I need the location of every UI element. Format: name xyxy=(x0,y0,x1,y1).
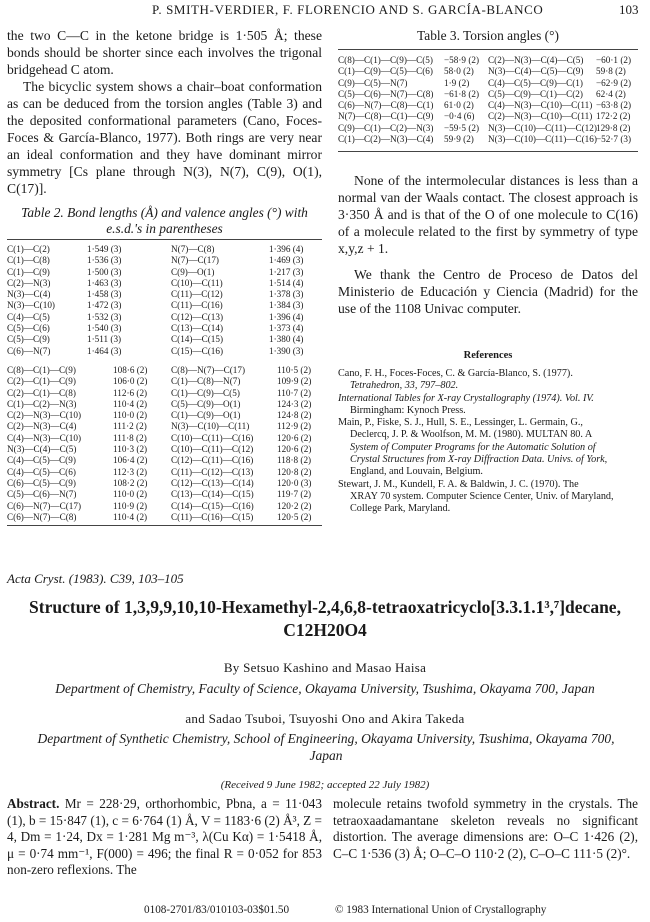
value: 1·390 (3) xyxy=(269,345,304,356)
torsion-row xyxy=(338,100,638,111)
angle-row xyxy=(7,467,322,478)
bond-row xyxy=(7,255,322,266)
bond-row xyxy=(7,289,322,300)
value: 110·9 (2) xyxy=(113,500,148,511)
reference-1: Cano, F. H., Foces-Foces, C. & García-Blanco, S. (1977). Tetrahedron, 33, 797–802. xyxy=(338,368,573,392)
atom-label: C(11)—C(12) xyxy=(171,289,223,300)
torsion-row xyxy=(338,89,638,100)
atom-label: N(3)—C(4) xyxy=(7,289,51,300)
bond-row xyxy=(7,334,322,345)
page-number: 103 xyxy=(619,2,639,17)
value: 110·4 (2) xyxy=(113,511,148,522)
atom-label: N(7)—C(17) xyxy=(171,255,219,266)
table2-caption-line2: e.s.d.'s in parentheses xyxy=(106,221,223,236)
angle-row xyxy=(7,433,322,444)
value: 129·8 (2) xyxy=(596,122,631,133)
atom-label: C(6)—C(5)—C(9) xyxy=(7,477,76,488)
abstract-right xyxy=(333,796,638,862)
atom-label: C(4)—C(5) xyxy=(7,311,50,322)
atom-label: C(1)—C(9) xyxy=(7,266,50,277)
atom-label: C(11)—C(12)—C(13) xyxy=(171,466,254,477)
atom-label: C(9)—O(1) xyxy=(171,266,215,277)
atom-label: N(3)—C(4)—C(5) xyxy=(7,444,77,455)
angle-row xyxy=(7,410,322,421)
value: 1·217 (3) xyxy=(269,266,304,277)
value: 1·536 (3) xyxy=(87,255,122,266)
value: 1·500 (3) xyxy=(87,266,122,277)
footer-issn: 0108-2701/83/010103-03$01.50 xyxy=(144,904,290,916)
atom-label: C(10)—C(11)—C(16) xyxy=(171,432,254,443)
atom-label: C(1)—C(2)—N(3)—C(4) xyxy=(338,134,434,145)
value: 120·8 (2) xyxy=(277,466,312,477)
torsion-row xyxy=(338,66,638,77)
value: 59·9 (2) xyxy=(444,134,474,145)
table2-caption xyxy=(7,205,322,237)
abstract-text-left: Mr = 228·29, orthorhombic, Pbna, a = 11·043 (1), b = 15·847 (1), c = 6·764 (1) Å, V = 1183·6 (2) Å³, Z = 4, Dm = 1·24, Dx = 1·281 Mg m⁻³, λ(Cu Kα) = 1·5418 Å, μ = 0·74 mm⁻¹, F(000) = 496; the final R = 0·052 for 853 non-zero reflexions. The xyxy=(7,796,322,878)
atom-label: C(15)—C(16) xyxy=(171,345,224,356)
received-dates: (Received 9 June 1982; accepted 22 July 1982) xyxy=(220,779,430,791)
value: 120·2 (2) xyxy=(277,500,312,511)
torsion-row xyxy=(338,55,638,66)
atom-label: C(6)—N(7)—C(8)—C(1) xyxy=(338,100,434,111)
value: 110·4 (2) xyxy=(113,398,148,409)
value: −59·5 (2) xyxy=(444,122,480,133)
bond-row xyxy=(7,244,322,255)
article-title xyxy=(0,597,650,641)
value: 1·514 (4) xyxy=(269,277,304,288)
atom-label: C(8)—N(7)—C(17) xyxy=(171,365,245,375)
angle-row xyxy=(7,399,322,410)
reference-4: Stewart, J. M., Kundell, F. A. & Baldwin, J. C. (1970). The XRAY 70 system. Computer Science Center, Univ. of Maryland, College Park, Maryland. xyxy=(338,478,614,515)
atom-label: N(7)—C(8)—C(1)—C(9) xyxy=(338,111,434,122)
value: 58·0 (2) xyxy=(444,66,474,77)
bond-row xyxy=(7,346,322,357)
angle-row xyxy=(7,444,322,455)
byline-1: By Setsuo Kashino and Masao Haisa xyxy=(223,660,427,675)
value: 1·396 (4) xyxy=(269,311,304,322)
atom-label: C(5)—C(9)—O(1) xyxy=(171,398,241,409)
atom-label: C(4)—N(3)—C(10)—C(11) xyxy=(488,100,593,111)
atom-label: N(3)—C(10) xyxy=(7,300,55,311)
atom-label: C(1)—C(9)—O(1) xyxy=(171,410,241,421)
angle-row xyxy=(7,512,322,523)
atom-label: C(2)—C(1)—C(9) xyxy=(7,376,76,387)
right-body-text xyxy=(338,172,638,317)
atom-label: C(8)—C(1)—C(9)—C(5) xyxy=(338,55,433,65)
value: 59·8 (2) xyxy=(596,66,626,77)
value: 1·378 (3) xyxy=(269,289,304,300)
atom-label: C(10)—C(11)—C(12) xyxy=(171,444,254,455)
affiliation-2: Department of Synthetic Chemistry, School of Engineering, Okayama University, Tsushima, Okayama 700, Japan xyxy=(37,731,615,763)
atom-label: C(10)—C(11) xyxy=(171,277,223,288)
value: 111·2 (2) xyxy=(113,421,147,432)
left-body-text xyxy=(7,27,322,197)
value: 1·549 (3) xyxy=(87,244,122,254)
angle-row xyxy=(7,455,322,466)
value: 119·7 (2) xyxy=(277,489,312,500)
reference-2: International Tables for X-ray Crystallography (1974). Vol. IV. Birmingham: Kynoch Press. xyxy=(338,392,594,416)
table2-bond-lengths xyxy=(7,244,322,357)
bond-row xyxy=(7,278,322,289)
angle-row xyxy=(7,421,322,432)
value: 172·2 (2) xyxy=(596,111,631,122)
atom-label: C(2)—N(3)—C(10) xyxy=(7,410,81,421)
torsion-row xyxy=(338,78,638,89)
reference-3: Main, P., Fiske, S. J., Hull, S. E., Lessinger, L. Germain, G., Declercq, J. P. & Woolfson, M. M. (1980). MULTAN 80. A System of Computer Programs for the Automatic Solution of Crystal Structures from X-ray Diffraction Data. Univs. of York, England, and Louvain, Belgium. xyxy=(338,417,608,478)
value: 106·4 (2) xyxy=(113,455,148,466)
atom-label: C(12)—C(13) xyxy=(171,311,224,322)
value: 1·532 (3) xyxy=(87,311,122,322)
atom-label: N(3)—C(10)—C(11) xyxy=(171,421,250,432)
table3-top-rule xyxy=(338,49,638,50)
footer-copyright: © 1983 International Union of Crystallography xyxy=(335,904,547,916)
atom-label: C(4)—C(5)—C(9) xyxy=(7,455,76,466)
atom-label: C(1)—C(8)—N(7) xyxy=(171,376,241,387)
value: 118·8 (2) xyxy=(277,455,312,466)
left-paragraph-1: the two C—C in the ketone bridge is 1·505 Å; these bonds should be shorter since each involves the trigonal bridgehead C atom. xyxy=(7,28,322,77)
value: 1·463 (3) xyxy=(87,277,122,288)
atom-label: C(5)—C(6)—N(7)—C(8) xyxy=(338,88,434,99)
value: 1·458 (3) xyxy=(87,289,122,300)
torsion-row xyxy=(338,134,638,145)
running-header xyxy=(0,0,650,22)
atom-label: C(5)—C(6)—N(7) xyxy=(7,489,77,500)
value: 110·3 (2) xyxy=(113,444,148,455)
atom-label: C(13)—C(14) xyxy=(171,323,224,334)
table2-valence-angles xyxy=(7,365,322,523)
header-authors: P. SMITH-VERDIER, F. FLORENCIO AND S. GARCÍA-BLANCO xyxy=(152,2,544,17)
atom-label: C(14)—C(15)—C(16) xyxy=(171,500,254,511)
value: 108·2 (2) xyxy=(113,477,148,488)
affiliation-1: Department of Chemistry, Faculty of Science, Okayama University, Tsushima, Okayama 700, Japan xyxy=(55,681,595,696)
value: −60·1 (2) xyxy=(596,55,632,65)
bond-row xyxy=(7,267,322,278)
value: −61·8 (2) xyxy=(444,88,480,99)
atom-label: C(2)—N(3)—C(4)—C(5) xyxy=(488,55,584,65)
atom-label: C(4)—N(3)—C(10) xyxy=(7,432,81,443)
value: 1·464 (3) xyxy=(87,345,122,356)
value: 1·472 (3) xyxy=(87,300,122,311)
value: 111·8 (2) xyxy=(113,432,147,443)
value: 112·3 (2) xyxy=(113,466,148,477)
angle-row xyxy=(7,501,322,512)
table3-torsion-angles xyxy=(338,55,638,145)
table2-top-rule xyxy=(7,239,322,240)
atom-label: C(12)—C(11)—C(16) xyxy=(171,455,254,466)
atom-label: C(8)—C(1)—C(9) xyxy=(7,365,76,375)
atom-label: N(3)—C(10)—C(11)—C(12) xyxy=(488,122,597,133)
atom-label: C(9)—C(1)—C(2)—N(3) xyxy=(338,122,434,133)
atom-label: C(4)—C(5)—C(6) xyxy=(7,466,76,477)
angle-row xyxy=(7,388,322,399)
atom-label: N(7)—C(8) xyxy=(171,244,215,254)
value: 110·5 (2) xyxy=(277,365,312,375)
value: −58·9 (2) xyxy=(444,55,480,65)
value: 1·511 (3) xyxy=(87,334,122,345)
value: 1·380 (4) xyxy=(269,334,304,345)
atom-label: C(4)—C(5)—C(9)—C(1) xyxy=(488,77,583,88)
bond-row xyxy=(7,300,322,311)
value: −52·7 (3) xyxy=(596,134,632,145)
atom-label: C(1)—C(2) xyxy=(7,244,50,254)
atom-label: C(2)—N(3)—C(10)—C(11) xyxy=(488,111,593,122)
value: 124·8 (2) xyxy=(277,410,312,421)
value: −62·9 (2) xyxy=(596,77,632,88)
bond-row xyxy=(7,323,322,334)
value: 61·0 (2) xyxy=(444,100,474,111)
atom-label: C(9)—C(5)—N(7) xyxy=(338,77,408,88)
article-title-line1: Structure of 1,3,9,9,10,10-Hexamethyl-2,4,6,8-tetraoxatricyclo[3.3.1.1³,⁷]decane, xyxy=(29,597,621,617)
value: 1·396 (4) xyxy=(269,244,304,254)
atom-label: C(13)—C(14)—C(15) xyxy=(171,489,254,500)
references-list xyxy=(338,368,638,516)
left-paragraph-2: The bicyclic system shows a chair–boat conformation as can be deduced from the torsion angles (Table 3) and the deposited conformational parameters (Cano, Foces-Foces & García-Blanco, 1977). Both rings are very near an ideal conformation and they have dominant mirror symmetry [Cs plane through N(3), N(7), C(9), O(1), C(17)]. xyxy=(7,79,322,196)
angle-row xyxy=(7,478,322,489)
value: −63·8 (2) xyxy=(596,100,632,111)
table2-caption-line1: Table 2. Bond lengths (Å) and valence angles (°) with xyxy=(21,205,308,220)
table2-bottom-rule xyxy=(7,525,322,526)
value: 120·5 (2) xyxy=(277,511,312,522)
acknowledgement: We thank the Centro de Proceso de Datos del Ministerio de Educación y Ciencia (Madrid) for the use of the 1108 Univac computer. xyxy=(338,267,638,316)
value: 62·4 (2) xyxy=(596,88,626,99)
right-paragraph-1: None of the intermolecular distances is less than a normal van der Waals contact. The closest approach is 3·350 Å and is that of the O of one molecule to C(16) of a molecule related to the first by symmetry of type x,y,z + 1. xyxy=(338,173,638,256)
journal-citation: Acta Cryst. (1983). C39, 103–105 xyxy=(7,571,184,586)
atom-label: C(2)—N(3)—C(4) xyxy=(7,421,77,432)
atom-label: C(1)—C(9)—C(5)—C(6) xyxy=(338,66,433,77)
table3-caption: Table 3. Torsion angles (°) xyxy=(417,28,559,43)
value: 1·540 (3) xyxy=(87,323,122,334)
abstract-label: Abstract. xyxy=(7,796,60,811)
abstract-text-right: molecule retains twofold symmetry in the crystals. The tetraoxaadamantane skeleton reveals no significant distortion. The average dimensions are: O–C 1·426 (2), C–C 1·536 (3) Å; O–C–O 110·2 (2), C–O–C 111·5 (2)°. xyxy=(333,796,638,861)
value: 110·0 (2) xyxy=(113,489,148,500)
value: 112·6 (2) xyxy=(113,387,148,398)
atom-label: N(3)—C(4)—C(5)—C(9) xyxy=(488,66,584,77)
atom-label: C(11)—C(16) xyxy=(171,300,223,311)
atom-label: C(1)—C(9)—C(5) xyxy=(171,387,240,398)
value: 1·384 (3) xyxy=(269,300,304,311)
torsion-row xyxy=(338,123,638,134)
value: 1·9 (2) xyxy=(444,77,470,88)
value: 120·6 (2) xyxy=(277,432,312,443)
table3-bottom-rule xyxy=(338,151,638,152)
value: 109·9 (2) xyxy=(277,376,312,387)
atom-label: C(6)—N(7)—C(8) xyxy=(7,511,77,522)
article-formula: C12H20O4 xyxy=(283,620,367,640)
references-heading: References xyxy=(463,350,513,361)
atom-label: C(6)—N(7)—C(17) xyxy=(7,500,81,511)
value: 1·373 (4) xyxy=(269,323,304,334)
atom-label: C(6)—N(7) xyxy=(7,345,51,356)
atom-label: C(1)—C(2)—N(3) xyxy=(7,398,77,409)
value: 110·0 (2) xyxy=(113,410,148,421)
value: −0·4 (6) xyxy=(444,111,475,122)
abstract-left xyxy=(7,796,322,879)
value: 112·9 (2) xyxy=(277,421,312,432)
atom-label: C(5)—C(9) xyxy=(7,334,50,345)
value: 120·6 (2) xyxy=(277,444,312,455)
angle-row xyxy=(7,489,322,500)
torsion-row xyxy=(338,111,638,122)
value: 106·0 (2) xyxy=(113,376,148,387)
atom-label: C(2)—C(1)—C(8) xyxy=(7,387,76,398)
atom-label: C(5)—C(6) xyxy=(7,323,50,334)
value: 108·6 (2) xyxy=(113,365,148,375)
value: 120·0 (3) xyxy=(277,477,312,488)
value: 110·7 (2) xyxy=(277,387,312,398)
bond-row xyxy=(7,312,322,323)
atom-label: C(12)—C(13)—C(14) xyxy=(171,477,254,488)
value: 124·3 (2) xyxy=(277,398,312,409)
atom-label: C(14)—C(15) xyxy=(171,334,224,345)
angle-row xyxy=(7,365,322,376)
atom-label: N(3)—C(10)—C(11)—C(16) xyxy=(488,134,597,145)
value: 1·469 (3) xyxy=(269,255,304,266)
atom-label: C(5)—C(9)—C(1)—C(2) xyxy=(488,88,583,99)
atom-label: C(11)—C(16)—C(15) xyxy=(171,511,254,522)
atom-label: C(1)—C(8) xyxy=(7,255,50,266)
byline-2: and Sadao Tsuboi, Tsuyoshi Ono and Akira Takeda xyxy=(185,711,465,726)
angle-row xyxy=(7,376,322,387)
atom-label: C(2)—N(3) xyxy=(7,277,51,288)
